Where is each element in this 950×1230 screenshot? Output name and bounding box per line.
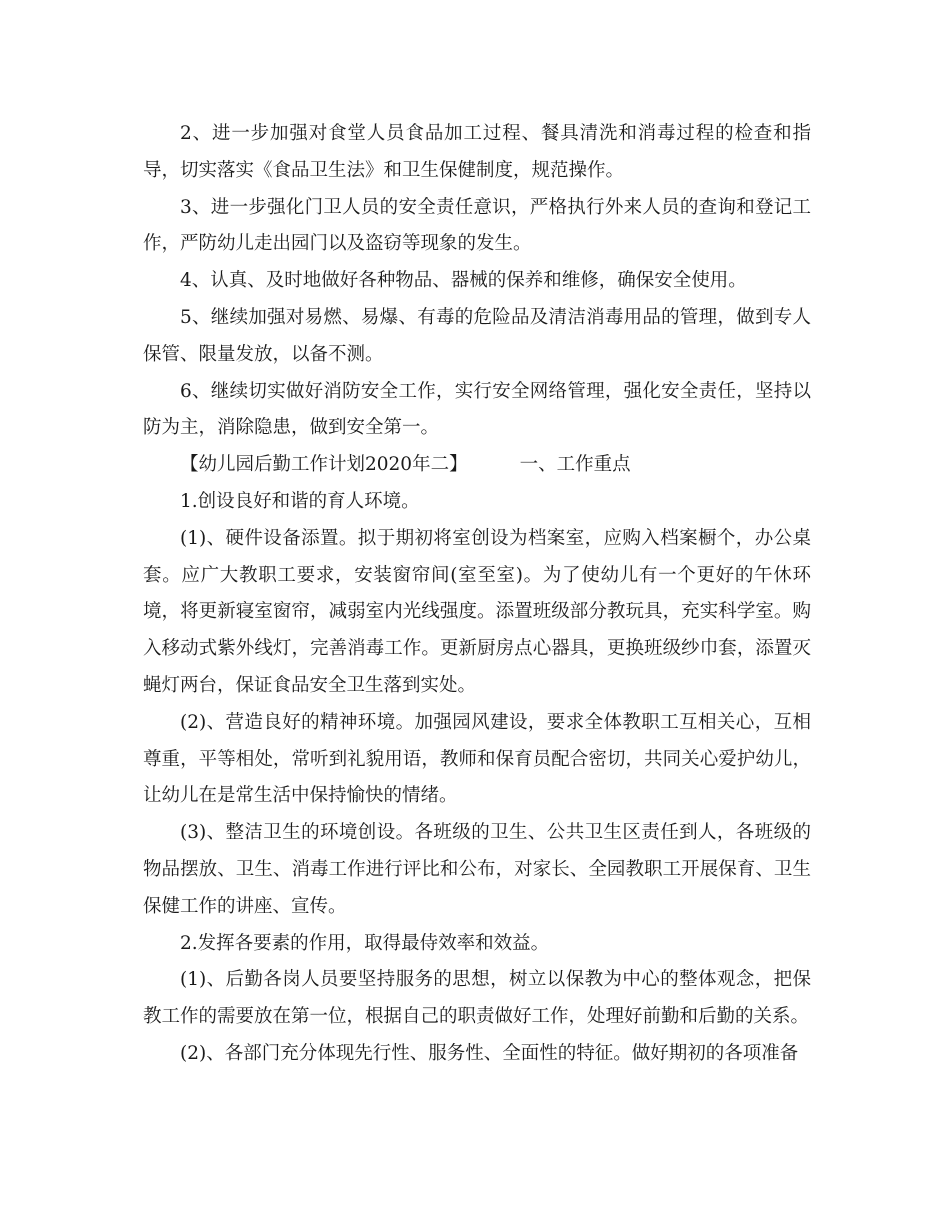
paragraph-item-3: 3、进一步强化门卫人员的安全责任意识，严格执行外来人员的查询和登记工作，严防幼儿走出园门以及盗窃等现象的发生。	[143, 196, 811, 255]
paragraph-departments: (2)、各部门充分体现先行性、服务性、全面性的特征。做好期初的各项准备	[180, 1042, 799, 1064]
paragraph-hardware: (1)、硬件设备添置。拟于期初将室创设为档案室，应购入档案橱个，办公桌套。应广大教职工要求，安装窗帘间(室至室)。为了使幼儿有一个更好的午休环境，将更新寝室窗帘，减弱室内光线强度。添置班级部分教玩具，充实科学室。购入移动式紫外线灯，完善消毒工作。更新厨房点心器具，更换班级纱巾套，添置灭蝇灯两台，保证食品安全卫生落到实处。	[143, 527, 811, 696]
paragraph-hygiene-environment: (3)、整洁卫生的环境创设。各班级的卫生、公共卫生区责任到人，各班级的物品摆放、卫生、消毒工作进行评比和公布，对家长、全园教职工开展保育、卫生保健工作的讲座、宣传。	[143, 822, 811, 917]
paragraph-item-6: 6、继续切实做好消防安全工作，实行安全网络管理，强化安全责任，坚持以防为主，消除隐患，做到安全第一。	[143, 380, 811, 439]
plan-title: 【幼儿园后勤工作计划2020年二】	[180, 454, 468, 476]
document-body	[143, 116, 811, 1073]
paragraph-service-attitude: (1)、后勤各岗人员要坚持服务的思想，树立以保教为中心的整体观念，把保教工作的需要放在第一位，根据自己的职责做好工作，处理好前勤和后勤的关系。	[143, 969, 811, 1028]
paragraph-spirit-environment: (2)、营造良好的精神环境。加强园风建设，要求全体教职工互相关心，互相尊重，平等相处，常听到礼貌用语，教师和保育员配合密切，共同关心爱护幼儿，让幼儿在是常生活中保持愉快的情绪。	[143, 711, 811, 807]
paragraph-item-4: 4、认真、及时地做好各种物品、器械的保养和维修，确保安全使用。	[180, 270, 747, 292]
section-title: 一、工作重点	[519, 454, 631, 476]
paragraph-item-2: 2、进一步加强对食堂人员食品加工过程、餐具清洗和消毒过程的检查和指导，切实落实《食品卫生法》和卫生保健制度，规范操作。	[143, 123, 811, 181]
subsection-heading-1: 1.创设良好和谐的育人环境。	[180, 490, 420, 512]
plan-heading-line	[143, 447, 811, 484]
paragraph-item-5: 5、继续加强对易燃、易爆、有毒的危险品及清洁消毒用品的管理，做到专人保管、限量发放，以备不测。	[143, 306, 811, 365]
subsection-heading-2: 2.发挥各要素的作用，取得最侍效率和效益。	[180, 932, 550, 954]
